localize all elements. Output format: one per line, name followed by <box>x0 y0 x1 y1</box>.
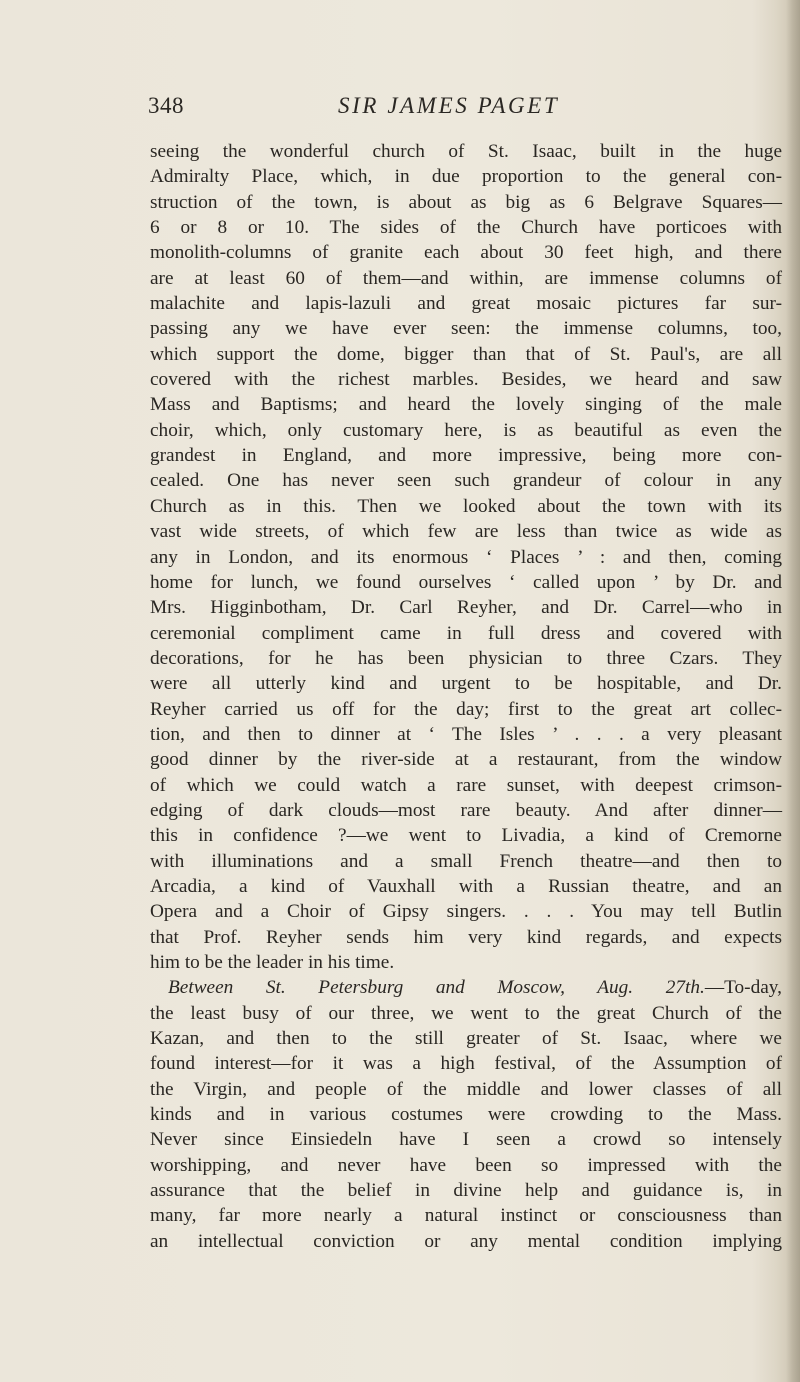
text-line: this in confidence ?—we went to Livadia, a kind of Cremorne <box>150 825 782 847</box>
text-line: home for lunch, we found ourselves ‘ called upon ’ by Dr. and <box>150 571 782 593</box>
text-line: cealed. One has never seen such grandeur of colour in any <box>150 470 782 492</box>
text-line: choir, which, only customary here, is as beautiful as even the <box>150 419 782 441</box>
text-line: vast wide streets, of which few are less than twice as wide as <box>150 521 782 543</box>
text-line: assurance that the belief in divine help and guidance is, in <box>150 1180 782 1202</box>
text-line: covered with the richest marbles. Besides, we heard and saw <box>150 369 782 391</box>
text-line: found interest—for it was a high festival, of the Assumption of <box>150 1053 782 1075</box>
text-line: grandest in England, and more impressive, being more con- <box>150 445 782 467</box>
text-line: him to be the leader in his time. <box>150 952 395 973</box>
paragraph-2 <box>150 1001 782 1254</box>
text-line: many, far more nearly a natural instinct or consciousness than <box>150 1205 782 1227</box>
running-head <box>0 93 800 125</box>
text-line: Mrs. Higginbotham, Dr. Carl Reyher, and Dr. Carrel—who in <box>150 597 782 619</box>
text-line: worshipping, and never have been so impressed with the <box>150 1154 782 1176</box>
text-line: edging of dark clouds—most rare beauty. And after dinner— <box>150 799 782 821</box>
text-line: any in London, and its enormous ‘ Places ’ : and then, coming <box>150 546 782 568</box>
text-line: are at least 60 of them—and within, are immense columns of <box>150 267 782 289</box>
text-line: Opera and a Choir of Gipsy singers. . . . You may tell Butlin <box>150 901 782 923</box>
text-line <box>150 975 782 1000</box>
text-line: Church as in this. Then we looked about the town with its <box>150 495 782 517</box>
body-text <box>150 139 782 1254</box>
text-line: which support the dome, bigger than that of St. Paul's, are all <box>150 343 782 365</box>
text-line: Reyher carried us off for the day; first to the great art collec- <box>150 698 782 720</box>
paragraph-1 <box>150 139 782 975</box>
text-line: monolith-columns of granite each about 30 feet high, and there <box>150 242 782 264</box>
text-line: that Prof. Reyher sends him very kind regards, and expects <box>150 926 782 948</box>
text-line: kinds and in various costumes were crowding to the Mass. <box>150 1104 782 1126</box>
text-line: Mass and Baptisms; and heard the lovely singing of the male <box>150 394 782 416</box>
text-line: 6 or 8 or 10. The sides of the Church have porticoes with <box>150 217 782 239</box>
page-edge-shadow <box>786 0 800 1382</box>
text-line: with illuminations and a small French theatre—and then to <box>150 850 782 872</box>
text-line: seeing the wonderful church of St. Isaac, built in the huge <box>150 141 782 162</box>
text-line: Never since Einsiedeln have I seen a crowd so intensely <box>150 1129 782 1151</box>
dateline-continuation: —To-day, <box>704 977 782 999</box>
text-line: the least busy of our three, we went to the great Church of the <box>150 1002 782 1024</box>
text-line: an intellectual conviction or any mental condition implying <box>150 1230 782 1252</box>
text-line: struction of the town, is about as big as 6 Belgrave Squares— <box>150 191 782 213</box>
text-line: passing any we have ever seen: the immense columns, too, <box>150 318 782 340</box>
text-line: Arcadia, a kind of Vauxhall with a Russian theatre, and an <box>150 875 782 897</box>
text-line: were all utterly kind and urgent to be hospitable, and Dr. <box>150 673 782 695</box>
running-title: SIR JAMES PAGET <box>338 93 560 118</box>
text-line: Kazan, and then to the still greater of St. Isaac, where we <box>150 1028 782 1050</box>
text-line: malachite and lapis-lazuli and great mosaic pictures far sur- <box>150 293 782 315</box>
text-line: good dinner by the river-side at a restaurant, from the window <box>150 749 782 771</box>
page-number: 348 <box>148 93 184 118</box>
text-line: of which we could watch a rare sunset, with deepest crimson- <box>150 774 782 796</box>
text-line: ceremonial compliment came in full dress and covered with <box>150 622 782 644</box>
text-line: Admiralty Place, which, in due proportion to the general con- <box>150 166 782 188</box>
text-line: tion, and then to dinner at ‘ The Isles ’ . . . a very pleasant <box>150 723 782 745</box>
dateline: Between St. Petersburg and Moscow, Aug. 27th. <box>168 977 705 999</box>
text-line: the Virgin, and people of the middle and lower classes of all <box>150 1078 782 1100</box>
text-line: decorations, for he has been physician to three Czars. They <box>150 647 782 669</box>
